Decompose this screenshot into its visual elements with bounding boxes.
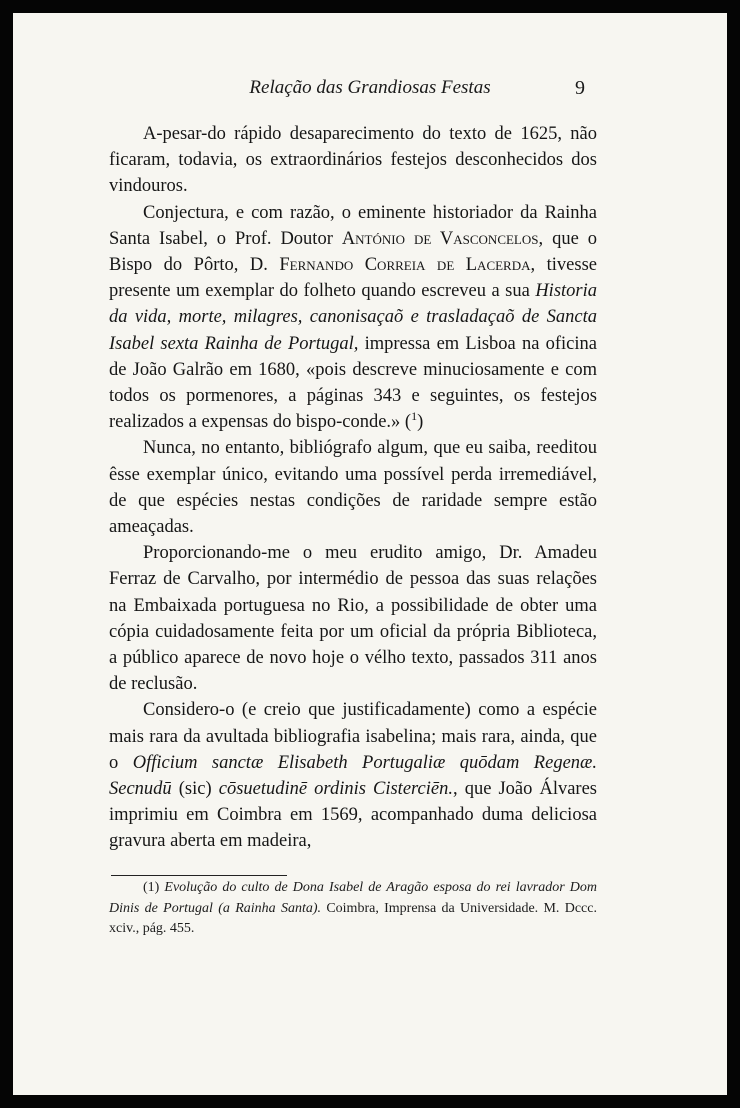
paragraph-2 <box>109 200 597 436</box>
p5-text-3: , que João Álvares imprimiu em Coimbra em 1569, acompanhado duma deliciosa gravura aberta em madeira, <box>109 779 598 852</box>
running-title: Relação das Grandiosas Festas <box>249 77 491 98</box>
p5-text-1: Considero-o (e creio que justificadamente) como a espécie mais rara da avultada bibliografia isabelina; mais rara, ainda, que o <box>109 700 597 773</box>
page-header <box>13 77 727 105</box>
p2-text-2: , que o Bispo do Pôrto, D. <box>109 228 597 276</box>
p2-text-5: ) <box>417 412 424 433</box>
p2-text-4: impressa em Lisboa na oficina de João Galrão em 1680, «pois descreve minuciosamente e com todos os pormenores, a páginas 343 e seguintes, os festejos realizados a expensas do bispo-conde.» ( <box>109 333 597 433</box>
paragraph-3: Nunca, no entanto, bibliógrafo algum, que eu saiba, reeditou êsse exemplar único, evitando uma possível perda irremediável, de que espécies nestas condições de raridade sempre estão ameaçadas. <box>109 438 597 538</box>
bishop-name: Fernando Correia de Lacerda <box>279 255 531 276</box>
p2-text-1: Conjectura, e com razão, o eminente historiador da Rainha Santa Isabel, o Prof. Doutor <box>109 202 597 249</box>
author-name: António de Vasconcelos <box>341 228 539 249</box>
footnote-divider <box>111 875 287 876</box>
officium-title: Officium sanctæ Elisabeth Portugaliæ quōdam Regenæ. Secnudū <box>109 752 597 800</box>
paragraph-4: Proporcionando-me o meu erudito amigo, Dr. Amadeu Ferraz de Carvalho, por intermédio de pessoa das suas relações na Embaixada portuguesa no Rio, a possibilidade de obter uma cópia cuidadosamente feita por um oficial da própria Biblioteca, a público aparece de novo hoje o vélho texto, passados 311 anos de reclusão. <box>109 543 597 695</box>
footnote-rest: Coimbra, Imprensa da Universidade. M. Dccc. xciv., pág. 455. <box>109 900 597 936</box>
book-title: Historia da vida, morte, milagres, canonisaçaõ e trasladaçaõ de Sancta Isabel sexta Rainha de Portugal, <box>109 281 597 354</box>
footnote-reference: 1 <box>411 409 418 424</box>
body-text <box>109 121 597 855</box>
footnote-title: Evolução do culto de Dona Isabel de Aragão esposa do rei lavrador Dom Dinis de Portugal (a Rainha Santa). <box>109 880 597 916</box>
footnote <box>109 878 597 940</box>
paragraph-1: A-pesar-do rápido desaparecimento do texto de 1625, não ficaram, todavia, os extraordinários festejos desconhecidos dos vindouros. <box>109 124 597 197</box>
book-page <box>13 13 727 1095</box>
p5-text-2: (sic) <box>171 779 219 800</box>
footnote-mark: (1) <box>143 880 165 895</box>
p2-text-3: , tivesse presente um exemplar do folheto quando escreveu a sua <box>109 255 597 302</box>
paragraph-5 <box>109 697 597 854</box>
page-number: 9 <box>575 77 585 99</box>
officium-title-2: cōsuetudinē ordinis Cisterciēn. <box>218 779 453 800</box>
